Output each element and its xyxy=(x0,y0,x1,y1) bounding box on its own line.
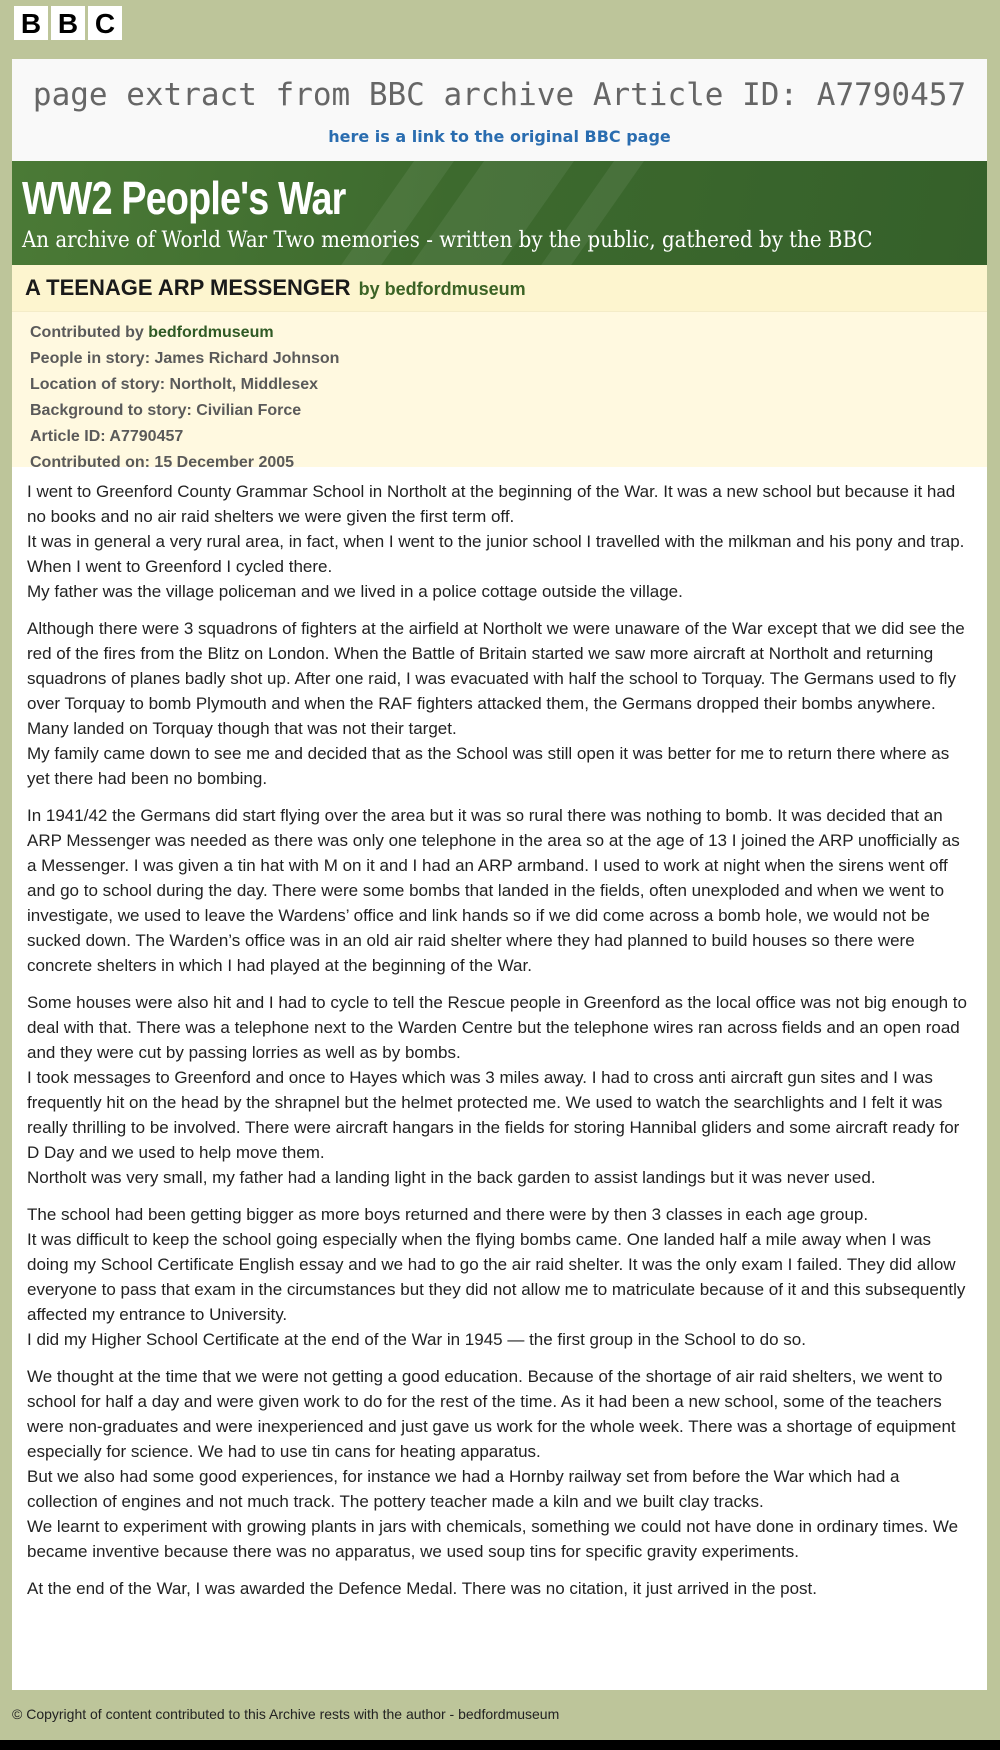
paragraph xyxy=(27,803,973,978)
paragraph xyxy=(27,1576,973,1601)
contributor-link[interactable]: bedfordmuseum xyxy=(148,324,274,341)
paragraph-line: It was in general a very rural area, in fact, when I went to the junior school I travelled with the milkman and his pony and trap. When I went to Greenford I cycled there. xyxy=(27,532,965,576)
paragraph-line: Northolt was very small, my father had a landing light in the back garden to assist landings but it was never used. xyxy=(27,1168,876,1187)
content-panel xyxy=(12,59,987,1690)
paragraph-line: We learnt to experiment with growing plants in jars with chemicals, something we could not have done in ordinary times. We became inventive because there was no apparatus, we used soup tins for specific gravity experiments. xyxy=(27,1517,959,1561)
paragraph-line: We thought at the time that we were not getting a good education. Because of the shortage of air raid shelters, we went to school for half a day and were given work to do for the rest of the time. As it had been a new school, some of the teachers were non-graduates and were inexperienced and just gave us work for the whole week. There was a shortage of equipment especially for science. We had to use tin cans for heating apparatus. xyxy=(27,1367,956,1461)
paragraph-line: Some houses were also hit and I had to cycle to tell the Rescue people in Greenford as the local office was not big enough to deal with that. There was a telephone next to the Warden Centre but the telephone wires ran across fields and an open road and they were cut by passing lorries as well as by bombs. xyxy=(27,993,967,1062)
extract-header xyxy=(12,59,987,161)
paragraph xyxy=(27,616,973,791)
paragraph xyxy=(27,1202,973,1352)
paragraph-line: My family came down to see me and decided that as the School was still open it was better for me to return there where as yet there had been no bombing. xyxy=(27,744,950,788)
paragraph-line: I went to Greenford County Grammar School in Northolt at the beginning of the War. It was a new school but because it had no books and no air raid shelters we were given the first term off. xyxy=(27,482,956,526)
bbc-logo-letter: B xyxy=(51,6,85,40)
paragraph-line: In 1941/42 the Germans did start flying over the area but it was so rural there was nothing to bomb. It was decided that an ARP Messenger was needed as there was only one telephone in the area so at the age of 13 I joined the ARP unofficially as a Messenger. I was given a tin hat with M on it and I had an ARP armband. I used to work at night when the sirens went off and go to school during the day. There were some bombs that landed in the fields, often unexploded and when we went to investigate, we used to leave the Wardens’ office and link hands so if we did come across a bomb hole, we would not be sucked down. The Warden’s office was in an old air raid shelter where they had planned to build houses so there were concrete shelters in which I had played at the beginning of the War. xyxy=(27,806,960,975)
copyright-notice: © Copyright of content contributed to this Archive rests with the author - bedfordmuseum xyxy=(12,1706,560,1722)
story-title: A TEENAGE ARP MESSENGER xyxy=(25,275,351,300)
original-page-link[interactable]: here is a link to the original BBC page xyxy=(328,127,671,146)
paragraph-line: It was difficult to keep the school going especially when the flying bombs came. One landed half a mile away when I was doing my School Certificate English essay and we had to go the air raid shelter. It was the only exam I failed. They did allow everyone to pass that exam in the circumstances but they did not allow me to matriculate because of it and this subsequently affected my entrance to University. xyxy=(27,1230,966,1324)
banner-title: WW2 People's War xyxy=(22,172,346,224)
bottom-bar xyxy=(0,1740,1000,1750)
background-to-story: Background to story: Civilian Force xyxy=(30,402,302,419)
paragraph-line: My father was the village policeman and we lived in a police cottage outside the village. xyxy=(27,582,683,601)
ww2-banner xyxy=(12,161,987,265)
people-in-story: People in story: James Richard Johnson xyxy=(30,350,340,367)
bbc-logo-letter: C xyxy=(88,6,122,40)
paragraph-line: I took messages to Greenford and once to Hayes which was 3 miles away. I had to cross anti aircraft gun sites and I was frequently hit on the head by the shrapnel but the helmet protected me. We used to watch the searchlights and I felt it was really thrilling to be involved. There were aircraft hangars in the fields for storing Hannibal gliders and some aircraft ready for D Day and we used to help move them. xyxy=(27,1068,960,1162)
bbc-logo-letter: B xyxy=(14,6,48,40)
bbc-logo[interactable] xyxy=(14,6,122,40)
paragraph xyxy=(27,990,973,1190)
article-id: Article ID: A7790457 xyxy=(30,428,184,445)
location-of-story: Location of story: Northolt, Middlesex xyxy=(30,376,319,393)
paragraph-line: The school had been getting bigger as more boys returned and there were by then 3 classes in each age group. xyxy=(27,1205,869,1224)
paragraph-line: Although there were 3 squadrons of fighters at the airfield at Northolt we were unaware of the War except that we did see the red of the fires from the Blitz on London. When the Battle of Britain started we saw more aircraft at Northolt and returning squadrons of planes badly shot up. After one raid, I was evacuated with half the school to Torquay. The Germans used to fly over Torquay to bomb Plymouth and when the RAF fighters attacked them, the Germans dropped their bombs anywhere. Many landed on Torquay though that was not their target. xyxy=(27,619,965,738)
story-body xyxy=(12,467,987,1601)
paragraph xyxy=(27,479,973,604)
contributed-by xyxy=(30,320,969,346)
contributed-by-label: Contributed by xyxy=(30,324,144,341)
story-title-row xyxy=(12,265,987,301)
paragraph xyxy=(27,1364,973,1564)
story-title-bar xyxy=(12,265,987,312)
paragraph-line: But we also had some good experiences, for instance we had a Hornby railway set from before the War which had a collection of engines and not much track. The pottery teacher made a kiln and we built clay tracks. xyxy=(27,1467,900,1511)
story-meta xyxy=(12,312,987,471)
page-title: page extract from BBC archive Article ID: A7790457 xyxy=(32,77,967,113)
banner-subtitle: An archive of World War Two memories - written by the public, gathered by the BBC xyxy=(22,228,873,253)
story-author[interactable]: by bedfordmuseum xyxy=(358,279,526,299)
paragraph-line: I did my Higher School Certificate at the end of the War in 1945 — the first group in the School to do so. xyxy=(27,1330,806,1349)
contributed-on: Contributed on: 15 December 2005 xyxy=(30,454,295,471)
paragraph-line: At the end of the War, I was awarded the Defence Medal. There was no citation, it just arrived in the post. xyxy=(27,1579,817,1598)
